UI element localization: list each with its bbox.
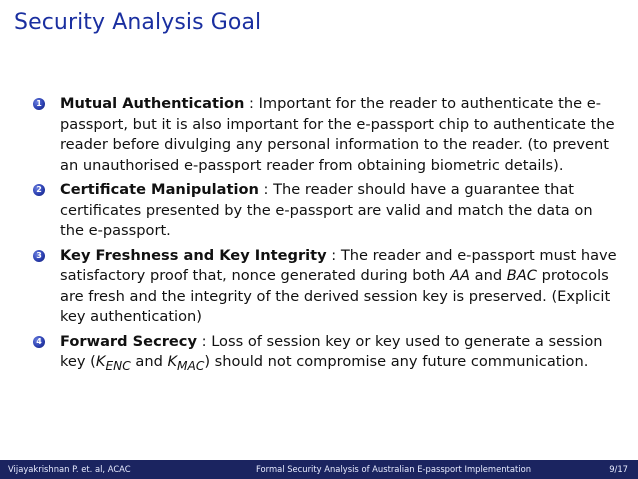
slide-title: Security Analysis Goal bbox=[14, 10, 262, 35]
title-bar bbox=[0, 0, 638, 46]
item-heading: Forward Secrecy bbox=[60, 332, 197, 350]
item-heading: Certificate Manipulation bbox=[60, 181, 259, 198]
bullet-number-icon: 3 bbox=[33, 250, 45, 262]
list-item-certificate-manipulation bbox=[30, 180, 620, 242]
item-separator: : bbox=[244, 95, 259, 112]
list-item-key-freshness bbox=[30, 246, 620, 328]
footer-page-number: 9/17 bbox=[609, 464, 628, 474]
item-text-part: and bbox=[470, 267, 507, 284]
bullet-number-icon: 2 bbox=[33, 184, 45, 196]
item-text-part: protocols are fresh and the integrity of the derived session key is preserved. (Explicit key authentication) bbox=[60, 267, 611, 325]
item-text-part: Loss of session key or key used to generate a session key ( bbox=[60, 332, 603, 370]
list-item-forward-secrecy bbox=[30, 332, 620, 377]
item-text: Important for the reader to authenticate the e-passport, but it is also important for the e-passport chip to authenticate the reader before divulging any personal information to the reader. (to prevent an unauthorised e-passport reader from obtaining biometric details). bbox=[60, 95, 615, 174]
key-symbol: K bbox=[167, 353, 178, 370]
goal-list bbox=[30, 94, 620, 380]
footer-talk-title: Formal Security Analysis of Australian E-passport Implementation bbox=[256, 464, 532, 474]
bullet-number-icon: 1 bbox=[33, 98, 45, 110]
item-text-part: and bbox=[130, 353, 168, 370]
key-subscript-mac: MAC bbox=[177, 358, 205, 373]
item-separator: : bbox=[196, 332, 212, 350]
protocol-aa: AA bbox=[450, 267, 471, 284]
item-separator: : bbox=[326, 246, 341, 264]
item-text: The reader should have a guarantee that certificates presented by the e-passport are valid and match the data on the e-passport. bbox=[60, 181, 593, 239]
footer-bar bbox=[0, 460, 638, 479]
list-item-mutual-authentication bbox=[30, 94, 620, 176]
item-heading: Mutual Authentication bbox=[60, 95, 245, 112]
item-text-part: ) should not compromise any future communication. bbox=[204, 353, 589, 370]
bullet-number-icon: 4 bbox=[33, 336, 45, 348]
protocol-bac: BAC bbox=[506, 267, 537, 284]
item-heading: Key Freshness and Key Integrity bbox=[60, 246, 327, 264]
key-symbol: K bbox=[95, 353, 106, 370]
footer-author: Vijayakrishnan P. et. al, ACAC bbox=[8, 464, 131, 474]
key-subscript-enc: ENC bbox=[105, 358, 131, 373]
item-text-part: The reader and e-passport must have satisfactory proof that, nonce generated during both bbox=[60, 246, 617, 284]
item-separator: : bbox=[258, 181, 274, 198]
